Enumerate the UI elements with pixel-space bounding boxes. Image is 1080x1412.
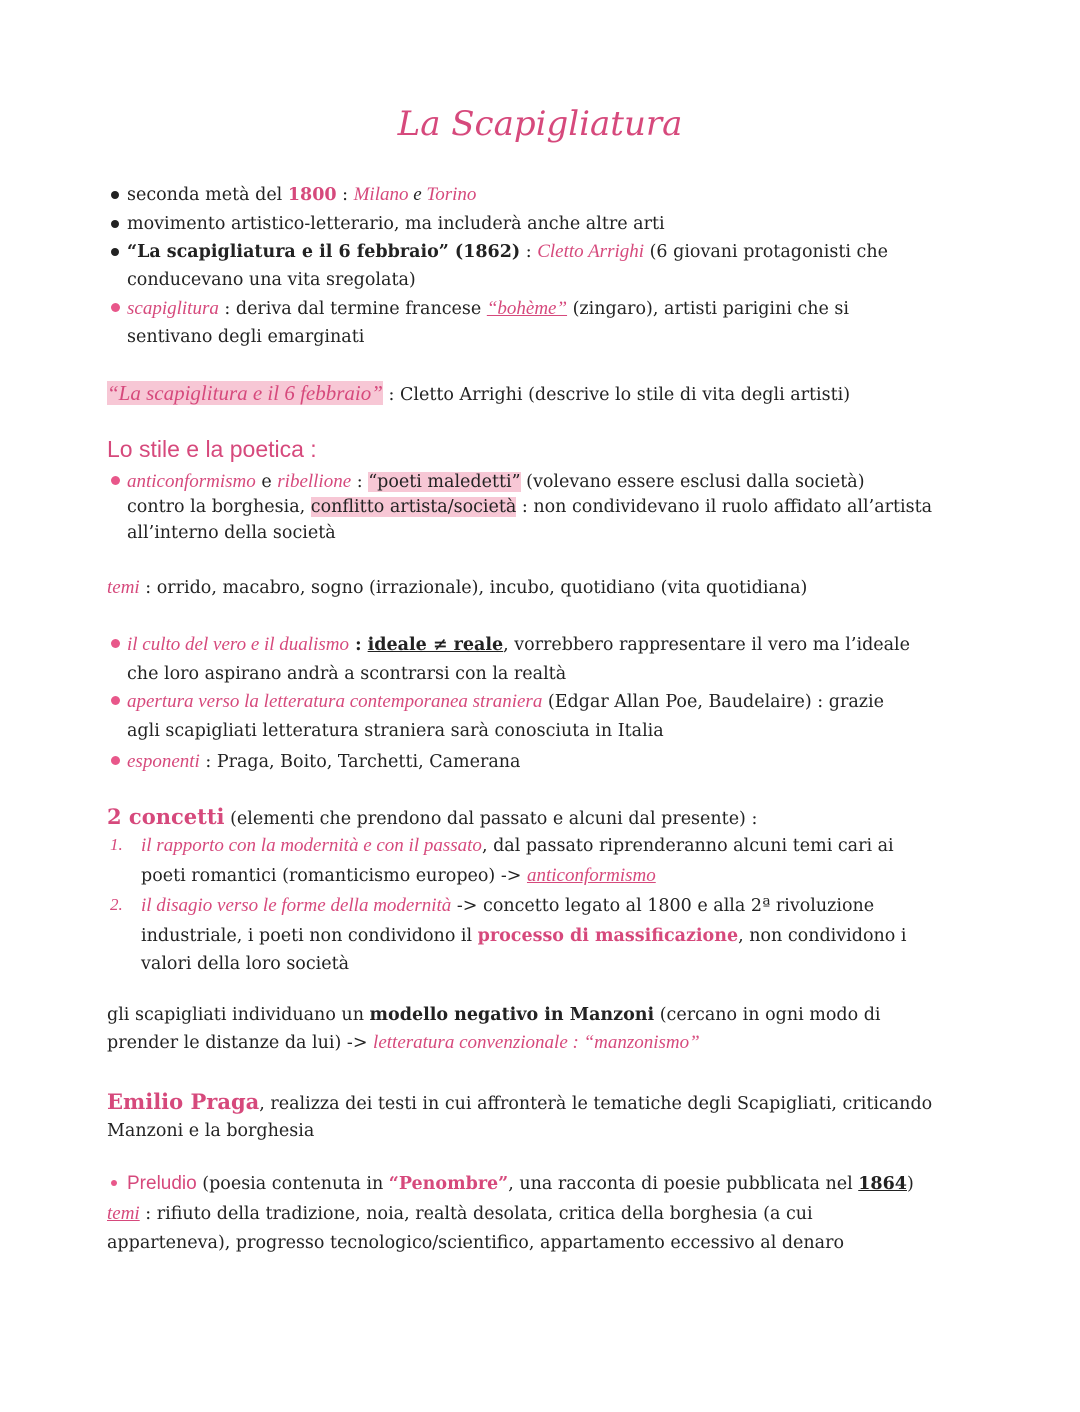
stile-line-2 xyxy=(127,495,932,519)
term: apertura verso la letteratura contemporanea straniera xyxy=(127,691,543,712)
term: esponenti xyxy=(127,751,200,772)
concetto-2-line-2 xyxy=(141,924,906,948)
section-heading: Lo stile e la poetica : xyxy=(107,436,317,462)
esponenti-line xyxy=(127,750,520,774)
bullet-icon xyxy=(111,248,119,256)
text: (cercano in ogni modo di xyxy=(654,1005,881,1025)
text: : Cletto Arrighi (descrive lo stile di vita degli artisti) xyxy=(382,385,851,405)
text: : rifiuto della tradizione, noia, realtà desolata, critica della borghesia (a cui xyxy=(139,1204,813,1224)
text: : xyxy=(351,472,369,492)
term: letteratura convenzionale : “manzonismo” xyxy=(373,1032,700,1053)
text: : xyxy=(520,242,538,262)
text: -> concetto legato al 1800 e alla 2ª rivoluzione xyxy=(451,896,875,916)
text: : Praga, Boito, Tarchetti, Camerana xyxy=(199,752,521,772)
poem-title: Preludio xyxy=(127,1173,197,1194)
city: Torino xyxy=(426,184,477,205)
list-number: 1. xyxy=(110,835,123,854)
section-heading: 2 concetti xyxy=(107,804,225,829)
year: 1800 xyxy=(287,185,337,205)
key-phrase: modello negativo in Manzoni xyxy=(369,1005,655,1025)
bullet-icon xyxy=(111,303,120,312)
text: : deriva dal termine francese xyxy=(218,299,487,319)
text: seconda metà del xyxy=(127,185,288,205)
praga-line-1 xyxy=(107,1090,932,1116)
concetto-2-line-3: valori della loro società xyxy=(141,954,350,974)
label: temi xyxy=(107,577,140,598)
concetto-1-line-2 xyxy=(141,864,656,888)
concetti-heading-line xyxy=(107,805,757,831)
text: : xyxy=(336,185,354,205)
text: , dal passato riprenderanno alcuni temi cari ai xyxy=(481,836,894,856)
label: temi xyxy=(107,1203,140,1224)
temi-line xyxy=(107,576,807,600)
term: il culto del vero e il dualismo xyxy=(127,634,349,655)
author: Cletto Arrighi xyxy=(537,241,645,262)
text: contro la borghesia, xyxy=(127,497,311,517)
bullet-line-4 xyxy=(127,297,849,321)
bullet-icon xyxy=(111,639,120,648)
page-title: La Scapigliatura xyxy=(397,104,683,144)
highlighted-title: “La scapiglitura e il 6 febbraio” xyxy=(107,381,383,405)
apertura-line-2: agli scapigliati letteratura straniera sarà conosciuta in Italia xyxy=(127,721,664,741)
praga-line-2: Manzoni e la borghesia xyxy=(107,1121,315,1141)
stile-line-3: all’interno della società xyxy=(127,523,336,543)
preludio-line-2 xyxy=(107,1202,813,1226)
text: , una racconta di poesie pubblicata nel xyxy=(508,1174,859,1194)
bullet-line-1 xyxy=(127,183,476,207)
author-name: Emilio Praga xyxy=(107,1089,260,1114)
key-phrase: processo di massificazione xyxy=(477,926,739,946)
text: e xyxy=(255,472,278,492)
text: : non condividevano il ruolo affidato all’artista xyxy=(516,497,933,517)
key-phrase: ideale ≠ reale xyxy=(367,635,504,655)
term: il rapporto con la modernità e con il passato xyxy=(141,835,482,856)
highlighted-term: conflitto artista/società xyxy=(310,497,517,517)
text: prender le distanze da lui) -> xyxy=(107,1033,374,1053)
stile-line-1 xyxy=(127,470,865,494)
term: il disagio verso le forme della modernità xyxy=(141,895,452,916)
preludio-line-3: apparteneva), progresso tecnologico/scientifico, appartamento eccessivo al denaro xyxy=(107,1233,845,1253)
text: (poesia contenuta in xyxy=(196,1174,389,1194)
concetto-1-line-1 xyxy=(141,834,894,858)
city: Milano xyxy=(353,184,409,205)
year: 1864 xyxy=(858,1174,907,1194)
bullet-icon xyxy=(111,696,120,705)
text: , realizza dei testi in cui affronterà le tematiche degli Scapigliati, criticando xyxy=(259,1094,933,1114)
highlighted-term: “poeti maledetti” xyxy=(368,472,521,492)
term: scapiglitura xyxy=(127,298,219,319)
text: , non condividono i xyxy=(738,926,907,946)
text: (volevano essere esclusi dalla società) xyxy=(520,472,865,492)
bullet-icon xyxy=(111,220,119,228)
culto-line-2: che loro aspirano andrà a scontrarsi con la realtà xyxy=(127,664,567,684)
bullet-icon xyxy=(111,756,120,765)
bullet-icon xyxy=(111,1180,117,1186)
text: , vorrebbero rappresentare il vero ma l’ideale xyxy=(503,635,911,655)
apertura-line-1 xyxy=(127,690,884,714)
bullet-line-3 xyxy=(127,240,888,264)
text: e xyxy=(408,184,427,205)
preludio-line-1 xyxy=(127,1172,914,1196)
quote-line xyxy=(107,381,850,407)
bullet-line-4b: sentivano degli emarginati xyxy=(127,327,365,347)
text: industriale, i poeti non condividono il xyxy=(141,926,478,946)
manzoni-line-2 xyxy=(107,1031,700,1055)
book-title: “La scapigliatura e il 6 febbraio” (1862) xyxy=(127,242,521,262)
book-title: “Penombre” xyxy=(388,1174,509,1194)
text: (zingaro), artisti parigini che si xyxy=(567,299,850,319)
term: ribellione xyxy=(277,471,352,492)
text: (Edgar Allan Poe, Baudelaire) : grazie xyxy=(542,692,884,712)
list-number: 2. xyxy=(110,895,123,914)
text: (6 giovani protagonisti che xyxy=(644,242,888,262)
term: anticonformismo xyxy=(526,865,656,886)
term: “bohème” xyxy=(486,298,568,319)
text: poeti romantici (romanticismo europeo) -> xyxy=(141,866,527,886)
bullet-icon xyxy=(111,476,120,485)
manzoni-line-1 xyxy=(107,1003,881,1027)
term: anticonformismo xyxy=(127,471,256,492)
text: (elementi che prendono dal passato e alcuni dal presente) : xyxy=(224,809,758,829)
text: : xyxy=(348,635,368,655)
bullet-line-3b: conducevano una vita sregolata) xyxy=(127,270,416,290)
concetto-2-line-1 xyxy=(141,894,874,918)
bullet-line-2: movimento artistico-letterario, ma includerà anche altre arti xyxy=(127,214,665,234)
text: : orrido, macabro, sogno (irrazionale), incubo, quotidiano (vita quotidiana) xyxy=(139,578,808,598)
text: ) xyxy=(906,1174,914,1194)
bullet-icon xyxy=(111,191,119,199)
culto-line-1 xyxy=(127,633,910,657)
text: gli scapigliati individuano un xyxy=(107,1005,370,1025)
